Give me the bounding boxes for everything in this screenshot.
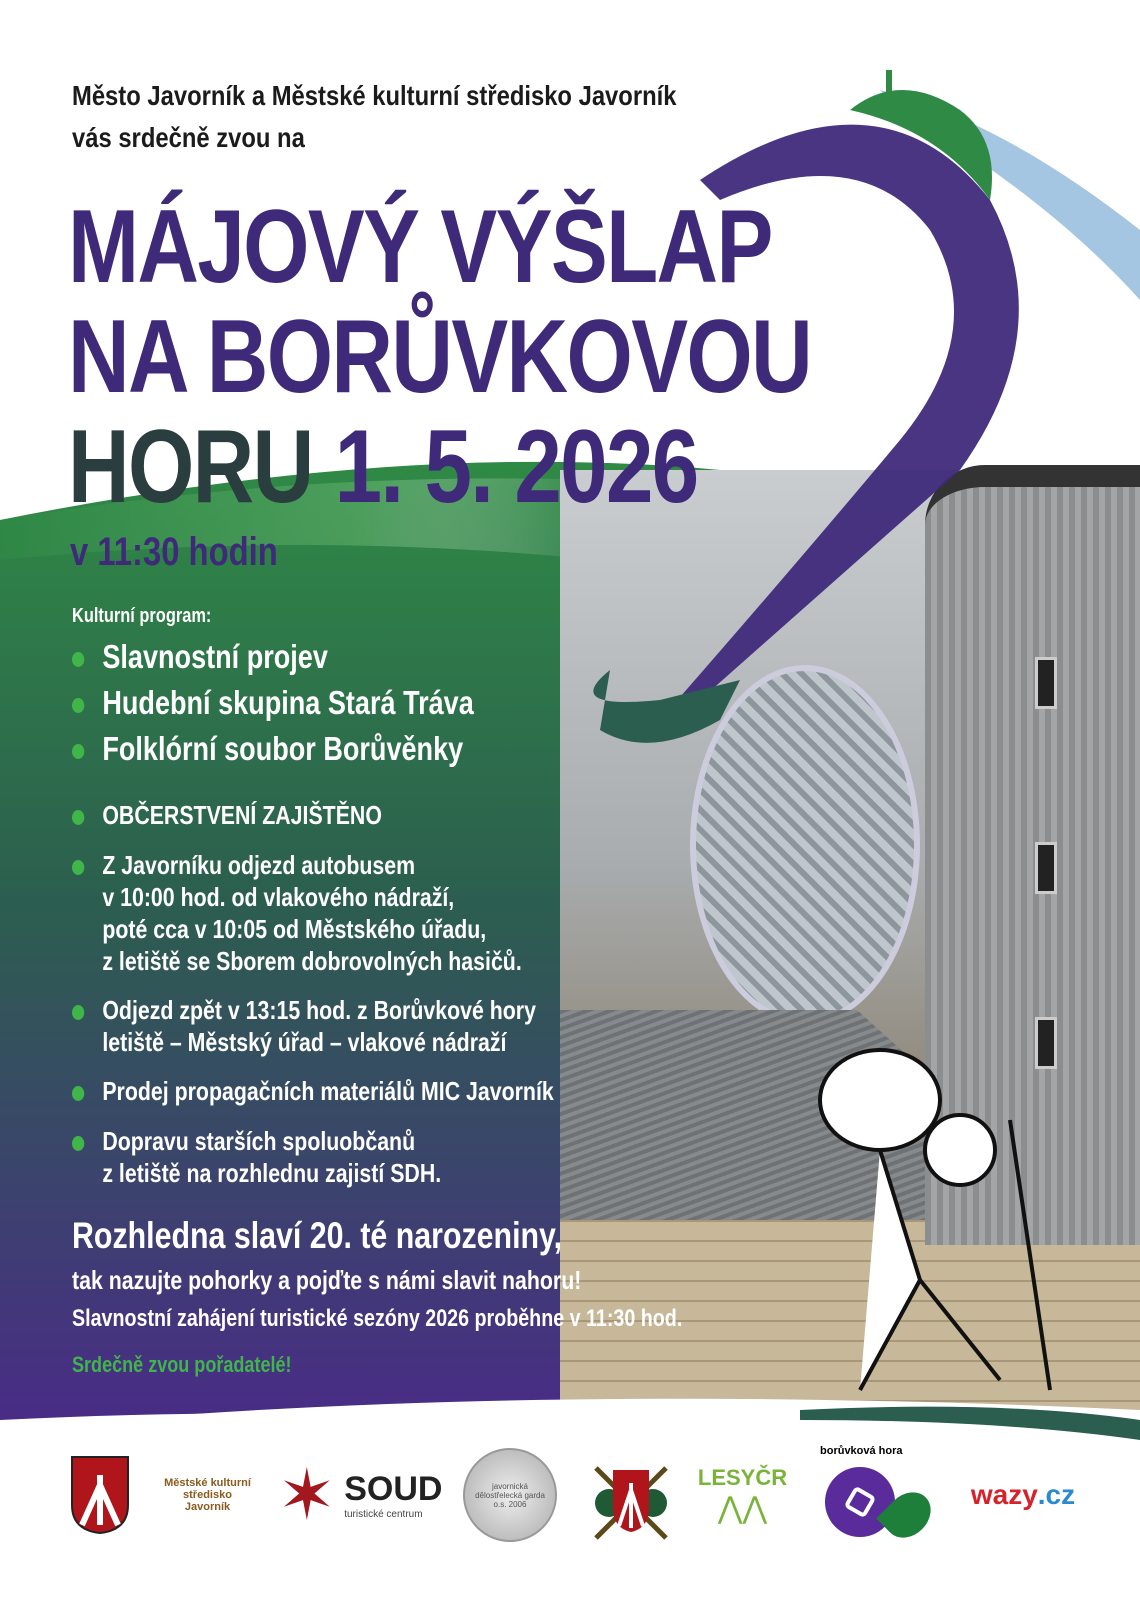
partner-logos [0, 1440, 1140, 1560]
wazy-logo [958, 1440, 1088, 1550]
soud-star-icon: ✶ [277, 1456, 337, 1534]
bullet-icon [72, 652, 84, 667]
wazy-name: wazy [970, 1479, 1038, 1510]
program-item-label: Slavnostní projev [102, 638, 328, 675]
bullet-icon [72, 1136, 84, 1151]
boruvkova-hora-text: borůvková hora [820, 1445, 903, 1457]
event-date: 1. 5. 2026 [334, 409, 698, 525]
program-item-label: Hudební skupina Stará Tráva [102, 684, 474, 721]
info-text: poté cca v 10:05 od Městského úřadu, [102, 914, 487, 944]
organizer-line: Město Javorník a Městské kulturní středisko Javorník [72, 80, 677, 111]
anniversary-heading: Rozhledna slaví 20. té narozeniny, [72, 1215, 563, 1256]
info-text: Odjezd zpět v 13:15 hod. z Borůvkové hory [102, 995, 536, 1025]
wazy-tld: .cz [1037, 1479, 1076, 1510]
title-line-1: MÁJOVÝ VÝŠLAP [68, 189, 772, 305]
garda-medal-logo [462, 1440, 558, 1550]
info-line [72, 850, 415, 881]
info-line [72, 1076, 554, 1107]
title-line-2: NA BORŮVKOVOU [68, 299, 812, 415]
info-text: z letiště se Sborem dobrovolných hasičů. [102, 946, 522, 976]
bullet-icon [72, 744, 84, 759]
info-line [72, 946, 522, 977]
info-line [72, 1158, 441, 1189]
program-item [72, 684, 474, 722]
info-text: Prodej propagačních materiálů MIC Javorník [102, 1076, 554, 1106]
bullet-icon [72, 1005, 84, 1020]
bullet-icon [72, 860, 84, 875]
info-text: letiště – Městský úřad – vlakové nádraží [102, 1027, 507, 1057]
garda-medal-text: javornická dělostřelecká garda o.s. 2006 [463, 1448, 557, 1542]
info-line [72, 882, 454, 913]
mks-javornik-logo [160, 1440, 255, 1550]
lesy-cr-text: LESYČR [697, 1464, 788, 1490]
greeting: Srdečně zvou pořadatelé! [72, 1352, 292, 1377]
program-label: Kulturní program: [72, 605, 212, 627]
program-item [72, 638, 328, 676]
javornik-coat-of-arms-logo [68, 1440, 132, 1550]
program-item [72, 730, 463, 768]
boruvkova-hora-logo [820, 1440, 930, 1550]
info-text: z letiště na rozhlednu zajistí SDH. [102, 1158, 442, 1188]
event-time: v 11:30 hodin [70, 530, 278, 574]
bullet-icon [72, 698, 84, 713]
soud-name: SOUD [344, 1470, 443, 1508]
info-line [72, 1027, 506, 1058]
season-opening-line: Slavnostní zahájení turistické sezóny 2026 proběhne v 11:30 hod. [72, 1305, 683, 1332]
anniversary-line: tak nazujte pohorky a pojďte s námi slavit nahoru! [72, 1265, 582, 1295]
info-text: v 10:00 hod. od vlakového nádraží, [102, 882, 455, 912]
soud-logo [275, 1440, 445, 1550]
bullet-icon [72, 1086, 84, 1101]
invite-line: vás srdečně zvou na [72, 122, 305, 153]
lesy-cr-logo [695, 1440, 790, 1550]
sdh-fire-brigade-logo [588, 1440, 674, 1550]
info-text: Z Javorníku odjezd autobusem [102, 850, 416, 880]
lesy-cr-tree-icon: ⋀⋀ [717, 1491, 768, 1525]
info-line [72, 995, 536, 1026]
program-item-label: Folklórní soubor Borůvěnky [102, 730, 464, 767]
info-line [72, 800, 382, 831]
soud-subtitle: turistické centrum [344, 1509, 423, 1520]
title-horu: HORU [68, 409, 313, 525]
info-line [72, 1126, 415, 1157]
info-text: OBČERSTVENÍ ZAJIŠTĚNO [102, 800, 382, 830]
title-line-3 [68, 409, 698, 525]
info-text: Dopravu starších spoluobčanů [102, 1126, 416, 1156]
mks-logo-text: Městské kulturní středisko Javorník [164, 1477, 251, 1513]
info-line [72, 914, 486, 945]
bullet-icon [72, 810, 84, 825]
